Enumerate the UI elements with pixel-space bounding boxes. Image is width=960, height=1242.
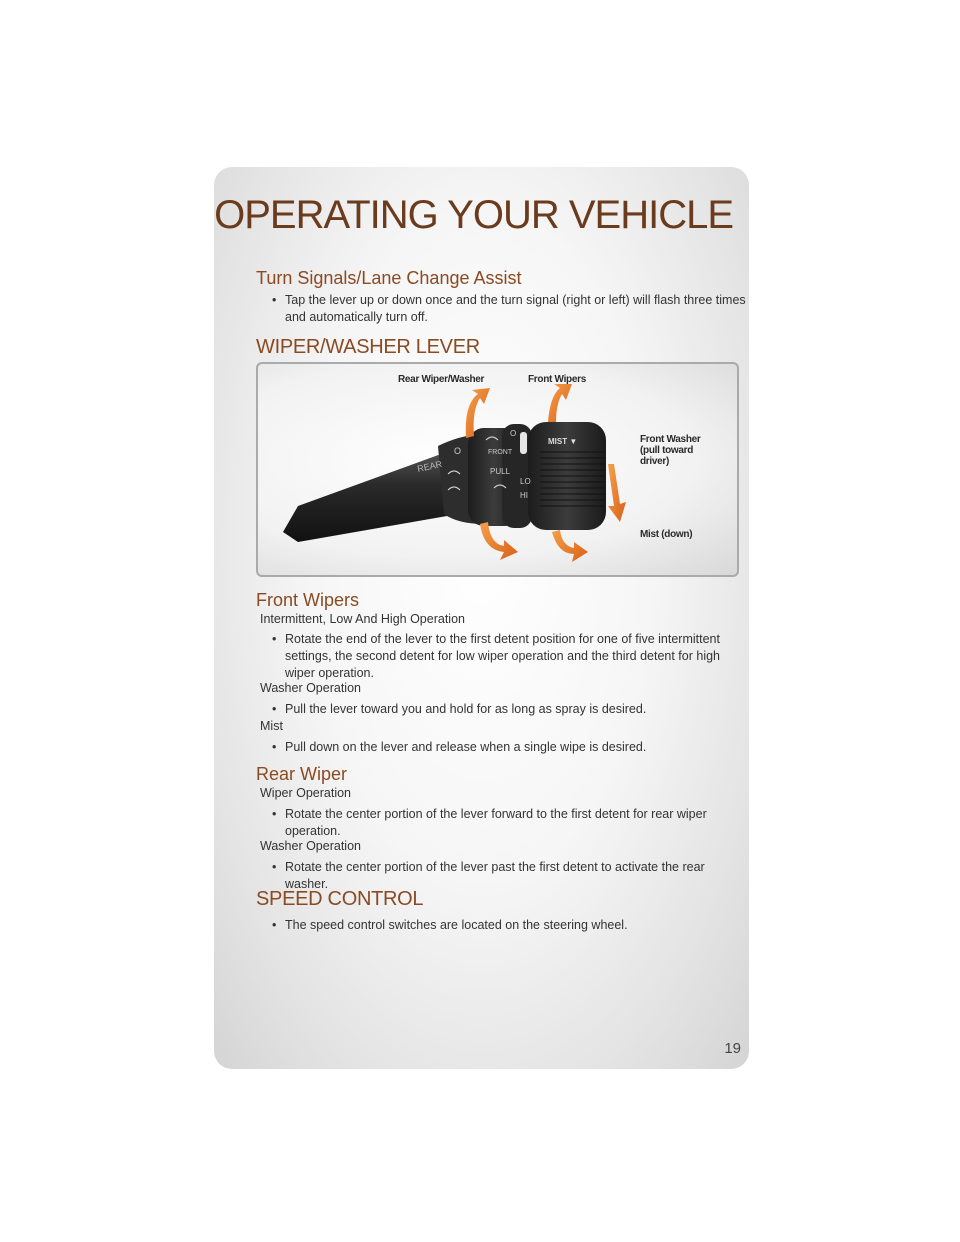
- rear-wiper-bullet1-l1: Rotate the center portion of the lever forward to the first detent for rear wiper: [285, 807, 707, 821]
- wiper-washer-heading: WIPER/WASHER LEVER: [256, 336, 480, 358]
- label-front-washer: [640, 434, 700, 467]
- front-wipers-sub-washer: Washer Operation: [260, 681, 361, 695]
- speed-control-bullet: • The speed control switches are located on the steering wheel.: [272, 917, 628, 934]
- page-number: 19: [724, 1040, 741, 1057]
- label-front-washer-l2: (pull toward: [640, 445, 694, 456]
- front-wipers-bullet-intermittent: [272, 631, 720, 682]
- front-wipers-bullet-washer: • Pull the lever toward you and hold for as long as spray is desired.: [272, 701, 646, 718]
- wiper-lever-illustration: [258, 364, 737, 575]
- rear-wiper-heading: Rear Wiper: [256, 764, 348, 784]
- front-wipers-sub-mist: Mist: [260, 719, 283, 733]
- label-mist-down: Mist (down): [640, 529, 693, 540]
- mist-down-arrow: [608, 464, 626, 522]
- lever-mark-rear: REAR: [416, 458, 443, 474]
- rear-wiper-bullet-wiper: [272, 806, 707, 840]
- front-rotate-arrow: [548, 384, 572, 422]
- lever-mark-hi: HI: [520, 491, 528, 500]
- turn-signals-bullet-line1: Tap the lever up or down once and the turn signal (right or left) will flash three times: [285, 293, 746, 307]
- turn-signals-heading: Turn Signals/Lane Change Assist: [256, 268, 522, 288]
- turn-signals-bullet: [272, 292, 746, 326]
- lever-mark-lo: LO: [520, 477, 531, 486]
- page-card: [214, 167, 749, 1069]
- speed-control-heading: SPEED CONTROL: [256, 888, 424, 910]
- rear-wiper-bullet1-l2: operation.: [285, 824, 341, 838]
- front-wipers-bullet1-l1: Rotate the end of the lever to the first detent position for one of five intermittent: [285, 632, 720, 646]
- lever-mark-zero-rear: O: [454, 446, 462, 456]
- rear-wiper-bullet-washer: • Rotate the center portion of the lever past the first detent to activate the rear washer.: [272, 859, 749, 893]
- front-wipers-heading: Front Wipers: [256, 590, 360, 610]
- lever-mark-pull: PULL: [490, 467, 511, 476]
- front-wipers-bullet1-l2: settings, the second detent for low wiper operation and the third detent for high: [285, 649, 720, 663]
- lever-middle-ring: [502, 424, 532, 528]
- lever-mark-mist: MIST ▼: [548, 437, 578, 446]
- label-front-wipers: Front Wipers: [528, 374, 586, 385]
- front-rotate-arrow-lower: [552, 530, 588, 562]
- label-front-washer-l3: driver): [640, 456, 670, 467]
- wiper-lever-figure: [256, 362, 739, 577]
- front-wipers-bullet-mist: • Pull down on the lever and release when a single wipe is desired.: [272, 739, 646, 756]
- knob-indicator: [520, 432, 527, 454]
- label-rear-wiper-washer: Rear Wiper/Washer: [398, 374, 485, 385]
- front-wipers-bullet1-l3: wiper operation.: [285, 666, 374, 680]
- lever-mark-zero-front: O: [510, 429, 517, 438]
- rear-wiper-sub-wiper: Wiper Operation: [260, 786, 352, 800]
- chapter-title: OPERATING YOUR VEHICLE: [214, 193, 733, 237]
- front-wipers-sub-intermittent: Intermittent, Low And High Operation: [260, 612, 465, 626]
- rear-wiper-sub-washer: Washer Operation: [260, 839, 361, 853]
- turn-signals-bullet-line2: and automatically turn off.: [285, 310, 428, 324]
- label-front-washer-l1: Front Washer: [640, 434, 701, 445]
- lever-mark-front: FRONT: [488, 449, 513, 456]
